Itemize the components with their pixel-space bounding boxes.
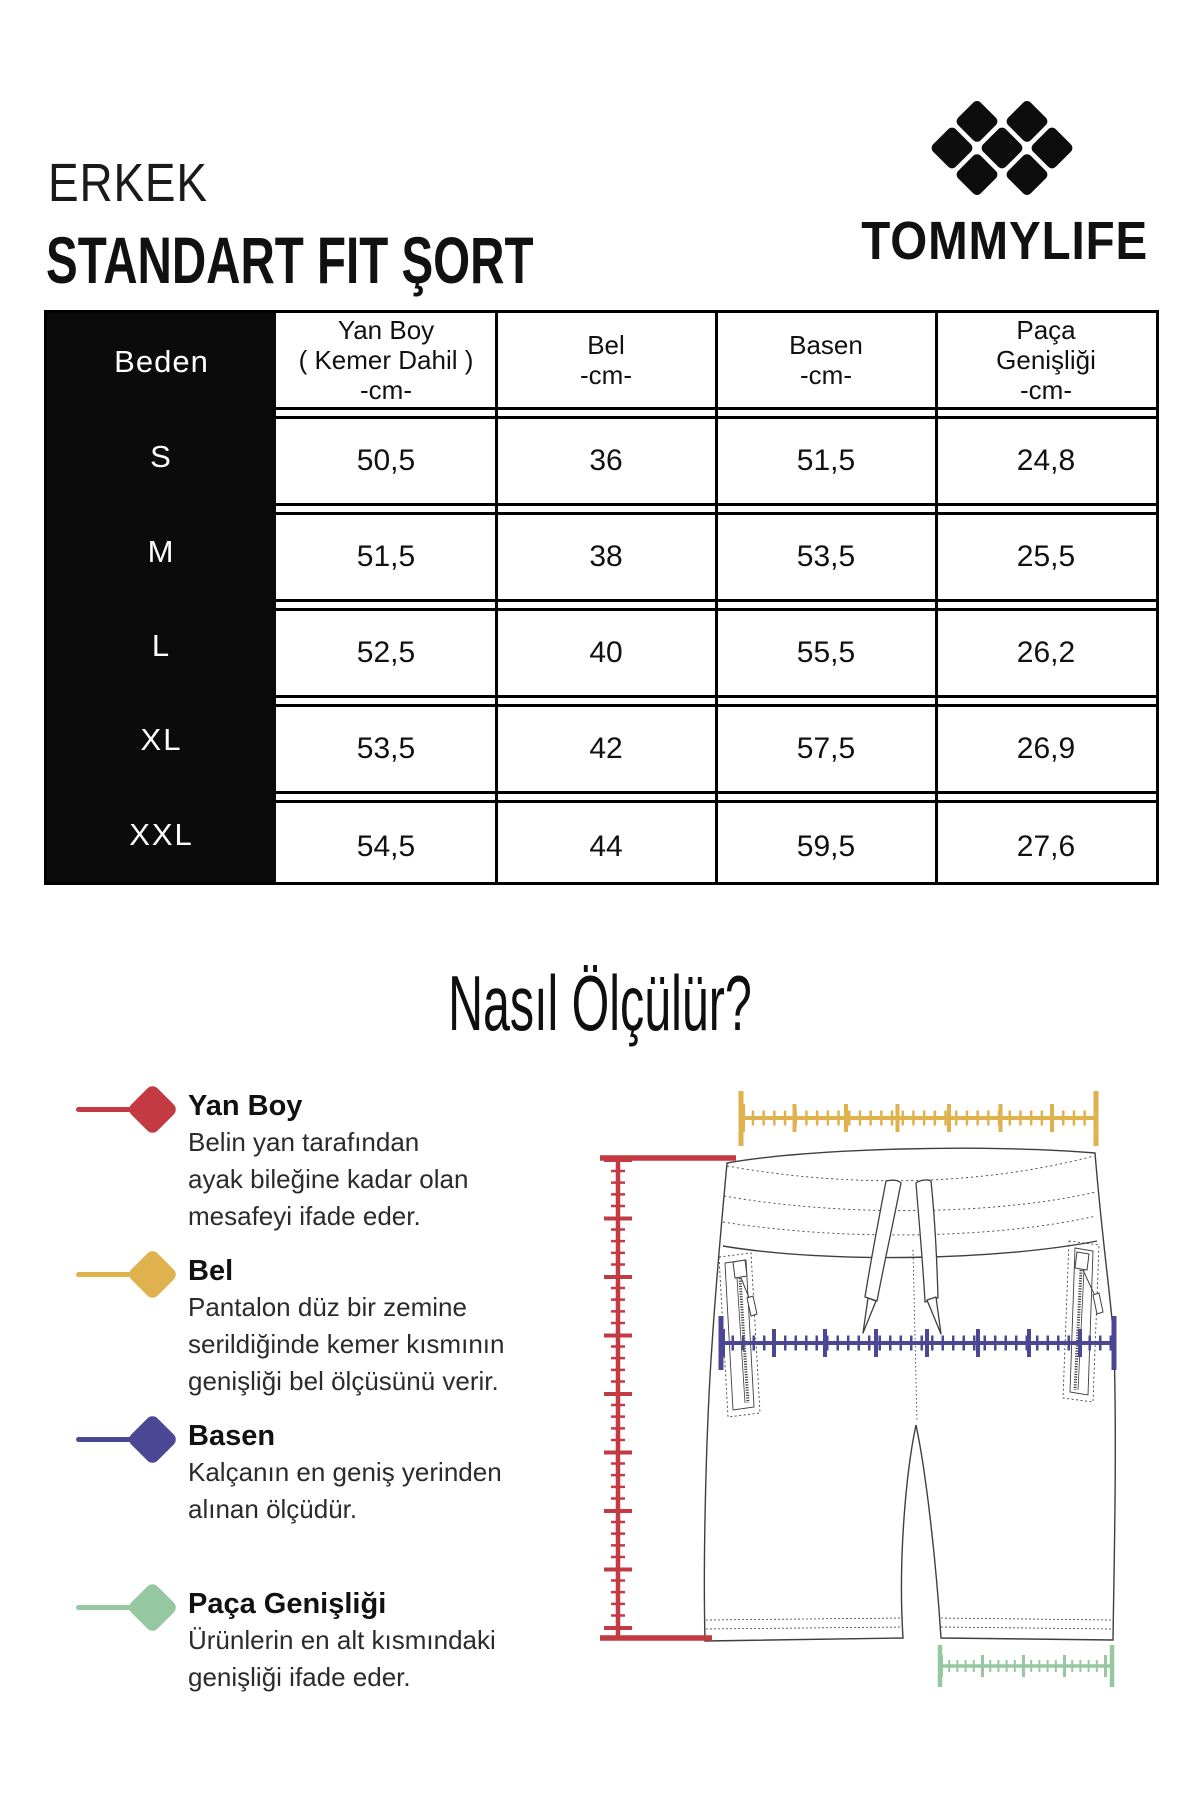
brand-name: TOMMYLIFE (861, 211, 1149, 271)
col-header-yan-boy: Yan Boy ( Kemer Dahil ) -cm- (298, 315, 474, 405)
table-row: 52,5 40 55,5 26,2 (276, 608, 1156, 698)
size-label: L (151, 628, 172, 664)
product-title: STANDART FIT ŞORT (46, 223, 534, 297)
purple-diamond-icon (126, 1413, 178, 1465)
bel-marker (76, 1257, 176, 1297)
legend-item-bel: Bel Pantalon düz bir zemine serildiğinde kemer kısmının genişliği bel ölçüsünü verir. (76, 1253, 506, 1400)
table-row: 50,5 36 51,5 24,8 (276, 416, 1156, 506)
size-column (47, 313, 276, 882)
size-table (44, 310, 1159, 885)
measure-legend (76, 1088, 506, 1714)
size-label: XL (140, 722, 183, 758)
table-row: 53,5 42 57,5 26,9 (276, 704, 1156, 794)
shorts-outline (704, 1148, 1115, 1641)
brand-diamonds-icon (927, 98, 1077, 198)
shorts-measurement-diagram (555, 1055, 1180, 1720)
category-label: ERKEK (48, 153, 208, 213)
how-to-measure-title: Nasıl Ölçülür? (448, 959, 752, 1047)
bel-ruler (741, 1091, 1096, 1146)
table-row: 51,5 38 53,5 25,5 (276, 512, 1156, 602)
paca-ruler (940, 1645, 1112, 1687)
paca-marker (76, 1590, 176, 1630)
size-label: M (147, 533, 176, 569)
table-data-area (276, 313, 1156, 882)
legend-item-yan-boy: Yan Boy Belin yan tarafından ayak bileğine kadar olan mesafeyi ifade eder. (76, 1088, 506, 1235)
table-row: 54,5 44 59,5 27,6 (276, 800, 1156, 890)
col-header-bel: Bel -cm- (580, 330, 632, 390)
basen-marker (76, 1422, 176, 1462)
yan-boy-marker (76, 1092, 176, 1132)
yellow-diamond-icon (126, 1248, 178, 1300)
size-label: S (150, 439, 173, 475)
legend-item-basen: Basen Kalçanın en geniş yerinden alınan ölçüdür. (76, 1418, 506, 1528)
column-divider (715, 313, 718, 882)
green-diamond-icon (126, 1581, 178, 1633)
col-header-paca: Paça Genişliği -cm- (996, 315, 1096, 405)
column-divider (935, 313, 938, 882)
size-label: XXL (129, 816, 194, 852)
legend-item-paca-genisligi: Paça Genişliği Ürünlerin en alt kısmındaki genişliği ifade eder. (76, 1586, 506, 1696)
size-column-header: Beden (114, 343, 209, 379)
brand-block (842, 98, 1162, 272)
red-diamond-icon (126, 1083, 178, 1135)
column-divider (495, 313, 498, 882)
col-header-basen: Basen -cm- (789, 330, 863, 390)
